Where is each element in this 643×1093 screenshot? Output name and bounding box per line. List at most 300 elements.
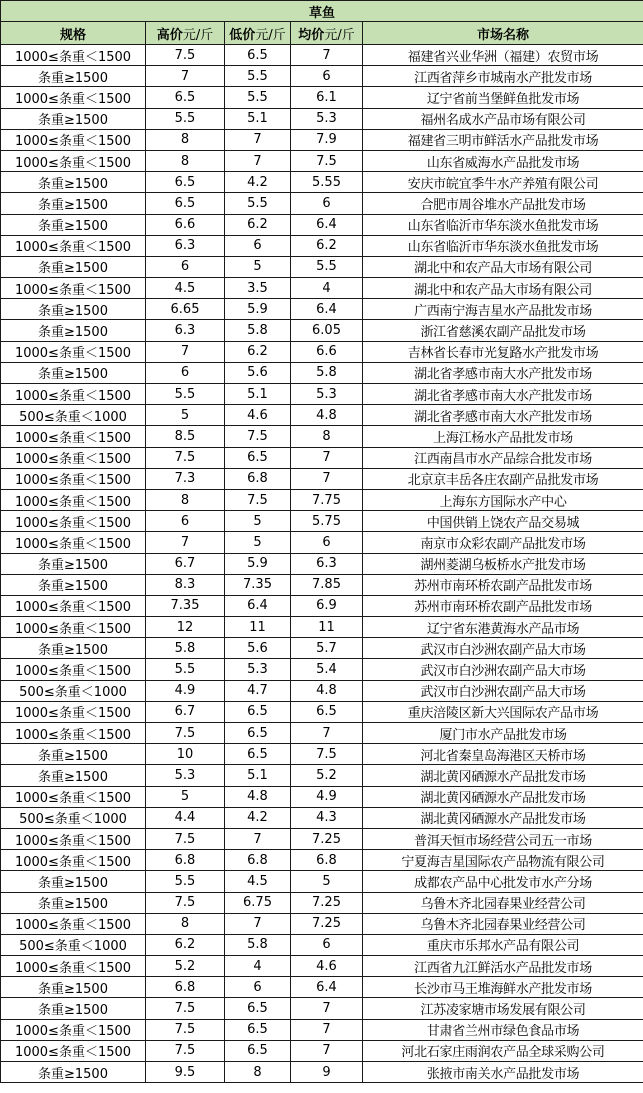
cell-avg: 11 xyxy=(291,617,363,638)
cell-spec: 1000≤条重＜1500 xyxy=(1,426,146,447)
header-low xyxy=(225,22,291,45)
cell-avg: 4.8 xyxy=(291,405,363,426)
cell-market: 浙江省慈溪农副产品批发市场 xyxy=(363,320,643,341)
cell-high: 6.3 xyxy=(146,235,225,256)
cell-market: 湖北黄冈硒源水产品批发市场 xyxy=(363,786,643,807)
cell-avg: 7 xyxy=(291,998,363,1019)
cell-high: 6.6 xyxy=(146,214,225,235)
cell-high: 7.3 xyxy=(146,468,225,489)
cell-avg: 7.9 xyxy=(291,129,363,150)
cell-avg: 7.25 xyxy=(291,828,363,849)
cell-avg: 7.25 xyxy=(291,892,363,913)
table-row xyxy=(1,468,643,489)
cell-spec: 条重≥1500 xyxy=(1,977,146,998)
cell-spec: 1000≤条重＜1500 xyxy=(1,850,146,871)
cell-high: 6.2 xyxy=(146,934,225,955)
cell-market: 甘肃省兰州市绿色食品市场 xyxy=(363,1019,643,1040)
cell-high: 7.5 xyxy=(146,828,225,849)
cell-high: 7.5 xyxy=(146,1019,225,1040)
table-row xyxy=(1,574,643,595)
cell-high: 8 xyxy=(146,913,225,934)
cell-low: 6.8 xyxy=(225,850,291,871)
cell-high: 7 xyxy=(146,532,225,553)
cell-market: 张掖市南关水产品批发市场 xyxy=(363,1062,643,1083)
cell-high: 6.7 xyxy=(146,701,225,722)
cell-market: 辽宁省前当堡鲜鱼批发市场 xyxy=(363,87,643,108)
table-row xyxy=(1,595,643,616)
cell-spec: 1000≤条重＜1500 xyxy=(1,532,146,553)
cell-low: 6.4 xyxy=(225,595,291,616)
cell-low: 5 xyxy=(225,532,291,553)
cell-spec: 500≤条重＜1000 xyxy=(1,680,146,701)
cell-spec: 1000≤条重＜1500 xyxy=(1,701,146,722)
cell-high: 7.5 xyxy=(146,447,225,468)
table-row xyxy=(1,193,643,214)
table-row xyxy=(1,532,643,553)
cell-avg: 5.4 xyxy=(291,659,363,680)
cell-avg: 5 xyxy=(291,871,363,892)
cell-spec: 1000≤条重＜1500 xyxy=(1,659,146,680)
table-row xyxy=(1,553,643,574)
cell-low: 5.1 xyxy=(225,384,291,405)
cell-low: 4.7 xyxy=(225,680,291,701)
cell-low: 5.5 xyxy=(225,193,291,214)
cell-spec: 1000≤条重＜1500 xyxy=(1,595,146,616)
cell-low: 6.2 xyxy=(225,214,291,235)
cell-spec: 1000≤条重＜1500 xyxy=(1,468,146,489)
cell-spec: 条重≥1500 xyxy=(1,193,146,214)
table-title: 草鱼 xyxy=(1,1,643,22)
cell-avg: 6.2 xyxy=(291,235,363,256)
table-row xyxy=(1,278,643,299)
cell-market: 长沙市马王堆海鲜水产批发市场 xyxy=(363,977,643,998)
cell-avg: 7 xyxy=(291,723,363,744)
cell-high: 7 xyxy=(146,66,225,87)
cell-high: 4.4 xyxy=(146,807,225,828)
cell-market: 厦门市水产品批发市场 xyxy=(363,723,643,744)
cell-spec: 条重≥1500 xyxy=(1,553,146,574)
header-spec: 规格 xyxy=(1,22,146,45)
cell-avg: 7.85 xyxy=(291,574,363,595)
cell-market: 合肥市周谷堆水产品批发市场 xyxy=(363,193,643,214)
table-row xyxy=(1,786,643,807)
cell-market: 江西省萍乡市城南水产批发市场 xyxy=(363,66,643,87)
table-row xyxy=(1,998,643,1019)
table-row xyxy=(1,256,643,277)
cell-spec: 条重≥1500 xyxy=(1,108,146,129)
cell-high: 5.8 xyxy=(146,638,225,659)
cell-high: 6.7 xyxy=(146,553,225,574)
cell-low: 5.9 xyxy=(225,553,291,574)
cell-low: 7 xyxy=(225,150,291,171)
table-row xyxy=(1,341,643,362)
table-row xyxy=(1,934,643,955)
cell-high: 7.5 xyxy=(146,45,225,66)
cell-low: 5.8 xyxy=(225,934,291,955)
cell-spec: 1000≤条重＜1500 xyxy=(1,384,146,405)
cell-high: 6.5 xyxy=(146,193,225,214)
cell-low: 11 xyxy=(225,617,291,638)
cell-high: 6.65 xyxy=(146,299,225,320)
cell-low: 5.5 xyxy=(225,87,291,108)
table-row xyxy=(1,871,643,892)
cell-spec: 1000≤条重＜1500 xyxy=(1,341,146,362)
cell-low: 5.5 xyxy=(225,66,291,87)
cell-avg: 7.5 xyxy=(291,744,363,765)
cell-market: 安庆市皖宜季牛水产养殖有限公司 xyxy=(363,172,643,193)
cell-high: 6.8 xyxy=(146,977,225,998)
cell-spec: 条重≥1500 xyxy=(1,214,146,235)
cell-low: 7 xyxy=(225,913,291,934)
header-high xyxy=(146,22,225,45)
cell-spec: 1000≤条重＜1500 xyxy=(1,913,146,934)
table-row xyxy=(1,701,643,722)
cell-high: 7.5 xyxy=(146,1040,225,1061)
cell-spec: 条重≥1500 xyxy=(1,1062,146,1083)
cell-avg: 5.5 xyxy=(291,256,363,277)
cell-low: 6.5 xyxy=(225,701,291,722)
cell-spec: 条重≥1500 xyxy=(1,320,146,341)
cell-low: 4.8 xyxy=(225,786,291,807)
cell-high: 5.5 xyxy=(146,659,225,680)
cell-high: 6.5 xyxy=(146,87,225,108)
cell-high: 7.5 xyxy=(146,723,225,744)
cell-spec: 条重≥1500 xyxy=(1,765,146,786)
cell-market: 宁夏海吉星国际农产品物流有限公司 xyxy=(363,850,643,871)
cell-market: 上海东方国际水产中心 xyxy=(363,489,643,510)
cell-high: 4.5 xyxy=(146,278,225,299)
cell-low: 5.6 xyxy=(225,362,291,383)
table-row xyxy=(1,405,643,426)
cell-spec: 条重≥1500 xyxy=(1,362,146,383)
cell-high: 5 xyxy=(146,786,225,807)
cell-market: 重庆市乐邦水产品有限公司 xyxy=(363,934,643,955)
cell-market: 山东省威海水产品批发市场 xyxy=(363,150,643,171)
cell-market: 河北省秦皇岛海港区天桥市场 xyxy=(363,744,643,765)
cell-low: 4.2 xyxy=(225,172,291,193)
cell-avg: 6.4 xyxy=(291,299,363,320)
cell-market: 北京京丰岳各庄农副产品批发市场 xyxy=(363,468,643,489)
cell-spec: 条重≥1500 xyxy=(1,299,146,320)
cell-spec: 条重≥1500 xyxy=(1,66,146,87)
cell-market: 苏州市南环桥农副产品批发市场 xyxy=(363,595,643,616)
cell-high: 8 xyxy=(146,150,225,171)
cell-spec: 1000≤条重＜1500 xyxy=(1,956,146,977)
table-row xyxy=(1,45,643,66)
cell-low: 6.5 xyxy=(225,998,291,1019)
cell-avg: 7 xyxy=(291,1019,363,1040)
cell-spec: 1000≤条重＜1500 xyxy=(1,447,146,468)
cell-high: 6 xyxy=(146,362,225,383)
table-row xyxy=(1,108,643,129)
cell-market: 福建省兴业华洲（福建）农贸市场 xyxy=(363,45,643,66)
table-row xyxy=(1,1019,643,1040)
table-row xyxy=(1,150,643,171)
cell-avg: 7 xyxy=(291,1040,363,1061)
header-avg-unit: 元/斤 xyxy=(324,27,355,43)
cell-market: 上海江杨水产品批发市场 xyxy=(363,426,643,447)
cell-market: 湖北省孝感市南大水产批发市场 xyxy=(363,362,643,383)
cell-spec: 500≤条重＜1000 xyxy=(1,405,146,426)
cell-market: 湖北中和农产品大市场有限公司 xyxy=(363,256,643,277)
cell-avg: 5.8 xyxy=(291,362,363,383)
cell-avg: 6 xyxy=(291,934,363,955)
table-row xyxy=(1,977,643,998)
cell-market: 山东省临沂市华东淡水鱼批发市场 xyxy=(363,214,643,235)
cell-avg: 4.6 xyxy=(291,956,363,977)
cell-low: 4.2 xyxy=(225,807,291,828)
cell-low: 5.9 xyxy=(225,299,291,320)
cell-low: 6.5 xyxy=(225,1040,291,1061)
cell-high: 5.3 xyxy=(146,765,225,786)
cell-avg: 6 xyxy=(291,532,363,553)
cell-avg: 6 xyxy=(291,66,363,87)
header-avg xyxy=(291,22,363,45)
cell-high: 5.5 xyxy=(146,384,225,405)
cell-market: 吉林省长春市光复路水产批发市场 xyxy=(363,341,643,362)
cell-market: 乌鲁木齐北园春果业经营公司 xyxy=(363,892,643,913)
cell-avg: 4.3 xyxy=(291,807,363,828)
table-row xyxy=(1,638,643,659)
cell-spec: 条重≥1500 xyxy=(1,892,146,913)
cell-market: 湖北省孝感市南大水产批发市场 xyxy=(363,384,643,405)
header-market: 市场名称 xyxy=(363,22,643,45)
cell-avg: 6.3 xyxy=(291,553,363,574)
cell-high: 7.5 xyxy=(146,998,225,1019)
cell-spec: 条重≥1500 xyxy=(1,256,146,277)
cell-spec: 1000≤条重＜1500 xyxy=(1,87,146,108)
cell-spec: 500≤条重＜1000 xyxy=(1,934,146,955)
table-row xyxy=(1,807,643,828)
cell-market: 江西省九江鲜活水产品批发市场 xyxy=(363,956,643,977)
table-row xyxy=(1,87,643,108)
cell-low: 4.6 xyxy=(225,405,291,426)
cell-market: 河北石家庄雨润农产品全球采购公司 xyxy=(363,1040,643,1061)
cell-spec: 条重≥1500 xyxy=(1,172,146,193)
cell-avg: 7 xyxy=(291,468,363,489)
cell-market: 普洱天恒市场经营公司五一市场 xyxy=(363,828,643,849)
cell-spec: 条重≥1500 xyxy=(1,871,146,892)
cell-high: 6 xyxy=(146,511,225,532)
cell-market: 武汉市白沙洲农副产品大市场 xyxy=(363,638,643,659)
cell-low: 6.2 xyxy=(225,341,291,362)
cell-market: 辽宁省东港黄海水产品市场 xyxy=(363,617,643,638)
table-row xyxy=(1,384,643,405)
cell-high: 12 xyxy=(146,617,225,638)
table-row xyxy=(1,913,643,934)
cell-high: 6.5 xyxy=(146,172,225,193)
cell-avg: 7.75 xyxy=(291,489,363,510)
cell-avg: 6.9 xyxy=(291,595,363,616)
cell-avg: 7.25 xyxy=(291,913,363,934)
cell-low: 6.5 xyxy=(225,723,291,744)
cell-market: 成都农产品中心批发市水产分场 xyxy=(363,871,643,892)
table-row xyxy=(1,850,643,871)
cell-market: 湖北黄冈硒源水产品批发市场 xyxy=(363,765,643,786)
cell-low: 6.5 xyxy=(225,45,291,66)
cell-market: 湖北黄冈硒源水产品批发市场 xyxy=(363,807,643,828)
cell-avg: 6.5 xyxy=(291,701,363,722)
cell-high: 6 xyxy=(146,256,225,277)
cell-avg: 6 xyxy=(291,193,363,214)
cell-spec: 条重≥1500 xyxy=(1,998,146,1019)
cell-avg: 7.5 xyxy=(291,150,363,171)
cell-low: 7 xyxy=(225,129,291,150)
cell-high: 6.3 xyxy=(146,320,225,341)
cell-spec: 500≤条重＜1000 xyxy=(1,807,146,828)
cell-low: 5.1 xyxy=(225,765,291,786)
table-row xyxy=(1,489,643,510)
table-row xyxy=(1,426,643,447)
cell-high: 9.5 xyxy=(146,1062,225,1083)
cell-market: 江西南昌市水产品综合批发市场 xyxy=(363,447,643,468)
cell-avg: 6.05 xyxy=(291,320,363,341)
cell-avg: 6.4 xyxy=(291,977,363,998)
cell-avg: 6.1 xyxy=(291,87,363,108)
table-row xyxy=(1,765,643,786)
cell-avg: 6.4 xyxy=(291,214,363,235)
table-row xyxy=(1,66,643,87)
table-row xyxy=(1,320,643,341)
cell-low: 7.5 xyxy=(225,426,291,447)
cell-spec: 1000≤条重＜1500 xyxy=(1,278,146,299)
cell-spec: 1000≤条重＜1500 xyxy=(1,786,146,807)
cell-market: 江苏凌家塘市场发展有限公司 xyxy=(363,998,643,1019)
header-high-unit: 元/斤 xyxy=(182,27,214,43)
cell-high: 5 xyxy=(146,405,225,426)
table-row xyxy=(1,828,643,849)
cell-market: 武汉市白沙洲农副产品大市场 xyxy=(363,659,643,680)
cell-high: 10 xyxy=(146,744,225,765)
cell-avg: 7 xyxy=(291,447,363,468)
cell-high: 7 xyxy=(146,341,225,362)
cell-avg: 9 xyxy=(291,1062,363,1083)
cell-low: 4 xyxy=(225,956,291,977)
cell-low: 7.5 xyxy=(225,489,291,510)
cell-avg: 7 xyxy=(291,45,363,66)
table-row xyxy=(1,129,643,150)
cell-avg: 5.3 xyxy=(291,108,363,129)
table-row xyxy=(1,659,643,680)
cell-market: 乌鲁木齐北园春果业经营公司 xyxy=(363,913,643,934)
cell-low: 6.75 xyxy=(225,892,291,913)
cell-high: 5.2 xyxy=(146,956,225,977)
cell-spec: 条重≥1500 xyxy=(1,744,146,765)
cell-market: 湖北省孝感市南大水产批发市场 xyxy=(363,405,643,426)
cell-high: 8.5 xyxy=(146,426,225,447)
cell-avg: 5.55 xyxy=(291,172,363,193)
cell-spec: 1000≤条重＜1500 xyxy=(1,828,146,849)
cell-market: 福州名成水产品市场有限公司 xyxy=(363,108,643,129)
cell-spec: 1000≤条重＜1500 xyxy=(1,1040,146,1061)
table-row xyxy=(1,892,643,913)
cell-low: 6.5 xyxy=(225,1019,291,1040)
cell-high: 7.5 xyxy=(146,892,225,913)
header-avg-label: 均价 xyxy=(298,27,325,43)
header-low-label: 低价 xyxy=(229,27,256,43)
cell-spec: 1000≤条重＜1500 xyxy=(1,511,146,532)
cell-high: 4.9 xyxy=(146,680,225,701)
cell-low: 5.6 xyxy=(225,638,291,659)
cell-spec: 1000≤条重＜1500 xyxy=(1,235,146,256)
cell-market: 武汉市白沙洲农副产品大市场 xyxy=(363,680,643,701)
table-body xyxy=(1,45,643,1083)
cell-avg: 6.8 xyxy=(291,850,363,871)
table-row xyxy=(1,617,643,638)
cell-low: 5.3 xyxy=(225,659,291,680)
table-row xyxy=(1,744,643,765)
cell-spec: 1000≤条重＜1500 xyxy=(1,45,146,66)
cell-avg: 4 xyxy=(291,278,363,299)
cell-market: 湖北中和农产品大市场有限公司 xyxy=(363,278,643,299)
cell-low: 3.5 xyxy=(225,278,291,299)
cell-market: 山东省临沂市华东淡水鱼批发市场 xyxy=(363,235,643,256)
cell-high: 5.5 xyxy=(146,871,225,892)
cell-market: 南京市众彩农副产品批发市场 xyxy=(363,532,643,553)
cell-low: 6.5 xyxy=(225,744,291,765)
cell-spec: 1000≤条重＜1500 xyxy=(1,1019,146,1040)
cell-spec: 1000≤条重＜1500 xyxy=(1,723,146,744)
cell-avg: 5.75 xyxy=(291,511,363,532)
cell-low: 5.8 xyxy=(225,320,291,341)
cell-high: 6.8 xyxy=(146,850,225,871)
table-row xyxy=(1,299,643,320)
cell-spec: 1000≤条重＜1500 xyxy=(1,617,146,638)
cell-spec: 1000≤条重＜1500 xyxy=(1,150,146,171)
cell-spec: 条重≥1500 xyxy=(1,638,146,659)
cell-low: 5 xyxy=(225,256,291,277)
cell-low: 4.5 xyxy=(225,871,291,892)
table-row xyxy=(1,723,643,744)
table-row xyxy=(1,362,643,383)
table-row xyxy=(1,680,643,701)
cell-avg: 4.8 xyxy=(291,680,363,701)
cell-high: 7.35 xyxy=(146,595,225,616)
cell-low: 7 xyxy=(225,828,291,849)
cell-avg: 5.3 xyxy=(291,384,363,405)
cell-avg: 4.9 xyxy=(291,786,363,807)
cell-avg: 5.7 xyxy=(291,638,363,659)
cell-avg: 6.6 xyxy=(291,341,363,362)
cell-low: 7.35 xyxy=(225,574,291,595)
cell-market: 广西南宁海吉星水产品批发市场 xyxy=(363,299,643,320)
cell-low: 6 xyxy=(225,235,291,256)
cell-high: 5.5 xyxy=(146,108,225,129)
table-row xyxy=(1,1062,643,1083)
header-high-label: 高价 xyxy=(156,27,183,43)
cell-low: 5 xyxy=(225,511,291,532)
table-row xyxy=(1,235,643,256)
table-row xyxy=(1,447,643,468)
cell-low: 6.8 xyxy=(225,468,291,489)
table-row xyxy=(1,511,643,532)
cell-low: 6.5 xyxy=(225,447,291,468)
table-row xyxy=(1,1040,643,1061)
cell-high: 8.3 xyxy=(146,574,225,595)
table-row xyxy=(1,956,643,977)
cell-market: 中国供销上饶农产品交易城 xyxy=(363,511,643,532)
cell-low: 5.1 xyxy=(225,108,291,129)
cell-spec: 1000≤条重＜1500 xyxy=(1,489,146,510)
table-row xyxy=(1,214,643,235)
cell-low: 6 xyxy=(225,977,291,998)
cell-avg: 8 xyxy=(291,426,363,447)
cell-market: 苏州市南环桥农副产品批发市场 xyxy=(363,574,643,595)
cell-market: 重庆涪陵区新大兴国际农产品市场 xyxy=(363,701,643,722)
cell-avg: 5.2 xyxy=(291,765,363,786)
cell-market: 湖州菱湖乌板桥水产批发市场 xyxy=(363,553,643,574)
cell-high: 8 xyxy=(146,129,225,150)
